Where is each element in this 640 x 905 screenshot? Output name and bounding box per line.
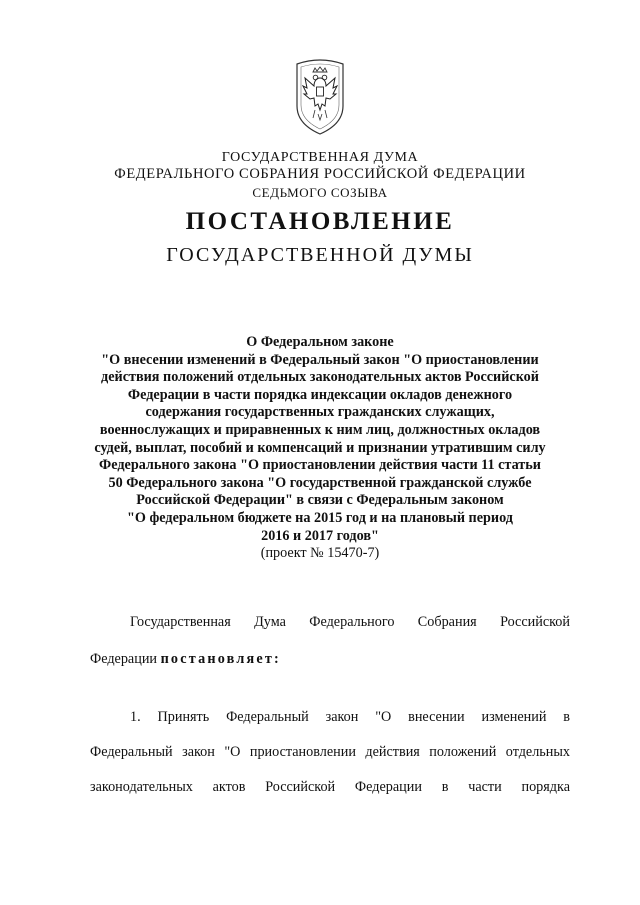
title-line: 2016 и 2017 годов" <box>261 527 379 544</box>
document-type-subheading: ГОСУДАРСТВЕННОЙ ДУМЫ <box>166 244 474 266</box>
title-line: 50 Федерального закона "О государственной гражданской службе <box>108 474 532 491</box>
title-line: "О внесении изменений в Федеральный закон "О приостановлении <box>101 351 539 368</box>
preamble-line-1: Государственная Дума Федерального Собрания Российской <box>130 614 570 630</box>
org-line-1: ГОСУДАРСТВЕННАЯ ДУМА <box>221 150 419 165</box>
title-line: Федерации в части порядка индексации окладов денежного <box>127 386 513 403</box>
item-1-line-2: Федеральный закон "О приостановлении действия положений отдельных <box>90 744 570 760</box>
decree-word: постановляет: <box>160 651 281 667</box>
org-line-3: СЕДЬМОГО СОЗЫВА <box>252 185 388 200</box>
title-line: военнослужащих и приравненных к ним лиц, должностных окладов <box>99 421 541 438</box>
title-line: действия положений отдельных законодательных актов Российской <box>101 369 539 386</box>
item-1-line-1: 1. Принять Федеральный закон "О внесении изменений в <box>130 709 570 725</box>
title-line: Российской Федерации" в связи с Федеральным законом <box>136 492 504 509</box>
title-line: судей, выплат, пособий и компенсаций и признании утратившим силу <box>94 439 546 456</box>
resolution-body <box>90 0 570 905</box>
org-line-2: ФЕДЕРАЛЬНОГО СОБРАНИЯ РОССИЙСКОЙ ФЕДЕРАЦИИ <box>114 166 526 182</box>
preamble-line-2-start: Федерации <box>90 651 158 667</box>
title-line: О Федеральном законе <box>246 334 394 350</box>
document-type-heading: ПОСТАНОВЛЕНИЕ <box>185 208 455 235</box>
preamble-line-2 <box>90 651 570 668</box>
project-number: (проект № 15470-7) <box>260 545 380 562</box>
item-1-line-3: законодательных актов Российской Федерации в части порядка <box>90 779 570 795</box>
title-line: "О федеральном бюджете на 2015 год и на плановый период <box>127 509 513 526</box>
title-line: содержания государственных гражданских служащих, <box>145 404 495 421</box>
title-line: Федерального закона "О приостановлении действия части 11 статьи <box>99 457 541 474</box>
